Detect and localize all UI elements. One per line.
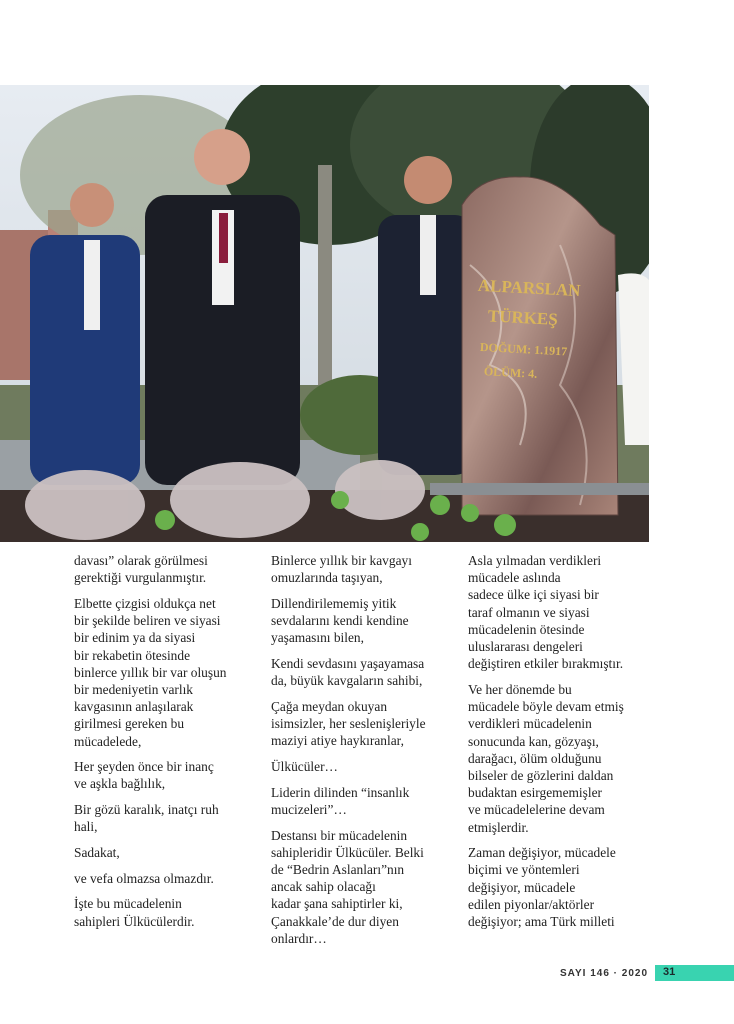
paragraph: Binlerce yıllık bir kavgayı omuzlarında taşıyan, [271, 553, 412, 586]
paragraph: İşte bu mücadelenin sahipleri Ülkücülerdir. [74, 896, 195, 929]
paragraph: Dillendirilememiş yitik sevdalarını kendi kendine yaşamasını bilen, [271, 595, 409, 646]
paragraph: Ülkücüler… [271, 759, 338, 775]
paragraph: Ve her dönemde bu mücadele böyle devam etmiş verdikleri mücadelenin sonucunda kan, gözyaşı, darağacı, ölüm olduğunu bilseler de gözlerini daldan budaktan esirgememişler ve mücadelelerine devam etmişlerdir. [468, 681, 624, 835]
paragraph: Elbette çizgisi oldukça net bir şekilde beliren ve siyasi bir edinim ya da siyasi bir rekabetin ötesinde binlerce yıllık bir var oluşun bir medeniyetin varlık kavgasının anlaşılarak girilmesi gereken bu mücadelede, [74, 595, 227, 749]
text-column-2 [271, 552, 456, 956]
paragraph: Destansı bir mücadelenin sahipleridir Ülkücüler. Belki de “Bedrin Aslanları”nın ancak sahip olacağı kadar şana sahiptirler ki, Çanakkale’de dur diyen onlardır… [271, 827, 424, 946]
paragraph: Zaman değişiyor, mücadele biçimi ve yöntemleri değişiyor, mücadele edilen piyonlar/aktörler değişiyor; ama Türk milleti [468, 845, 616, 930]
page-number-bar [655, 965, 734, 981]
page-number: 31 [663, 966, 676, 978]
stone-line-3: DOĞUM: 1.1917 [479, 339, 568, 359]
text-column-3 [468, 552, 653, 939]
stone-line-2: TÜRKEŞ [487, 306, 559, 329]
paragraph: Sadakat, [74, 845, 120, 861]
paragraph: Kendi sevdasını yaşayamasa da, büyük kavgaların sahibi, [271, 656, 425, 689]
memorial-photo-illustration [0, 85, 649, 542]
paragraph: ve vefa olmazsa olmazdır. [74, 870, 214, 886]
paragraph: Bir gözü karalık, inatçı ruh hali, [74, 802, 219, 835]
page-footer [560, 965, 654, 981]
issue-label: SAYI 146 · 2020 [560, 967, 649, 979]
paragraph: Asla yılmadan verdikleri mücadele aslında sadece ülke içi siyasi bir taraf olmanın ve siyasi mücadelenin ötesinde uluslararası dengeleri değiştiren etkiler bırakmıştır. [468, 553, 624, 672]
stone-line-4: ÖLÜM: 4. [483, 364, 538, 381]
text-column-1 [74, 552, 259, 938]
paragraph: Çağa meydan okuyan isimsizler, her seslenişleriyle maziyi atiye haykıranlar, [271, 698, 426, 749]
paragraph: Her şeyden önce bir inanç ve aşkla bağlılık, [74, 759, 214, 792]
paragraph: Liderin dilinden “insanlık mucizeleri”… [271, 784, 410, 817]
memorial-photo [0, 85, 649, 542]
paragraph: davası” olarak görülmesi gerektiği vurgulanmıştır. [74, 553, 208, 586]
stone-line-1: ALPARSLAN [477, 275, 581, 301]
